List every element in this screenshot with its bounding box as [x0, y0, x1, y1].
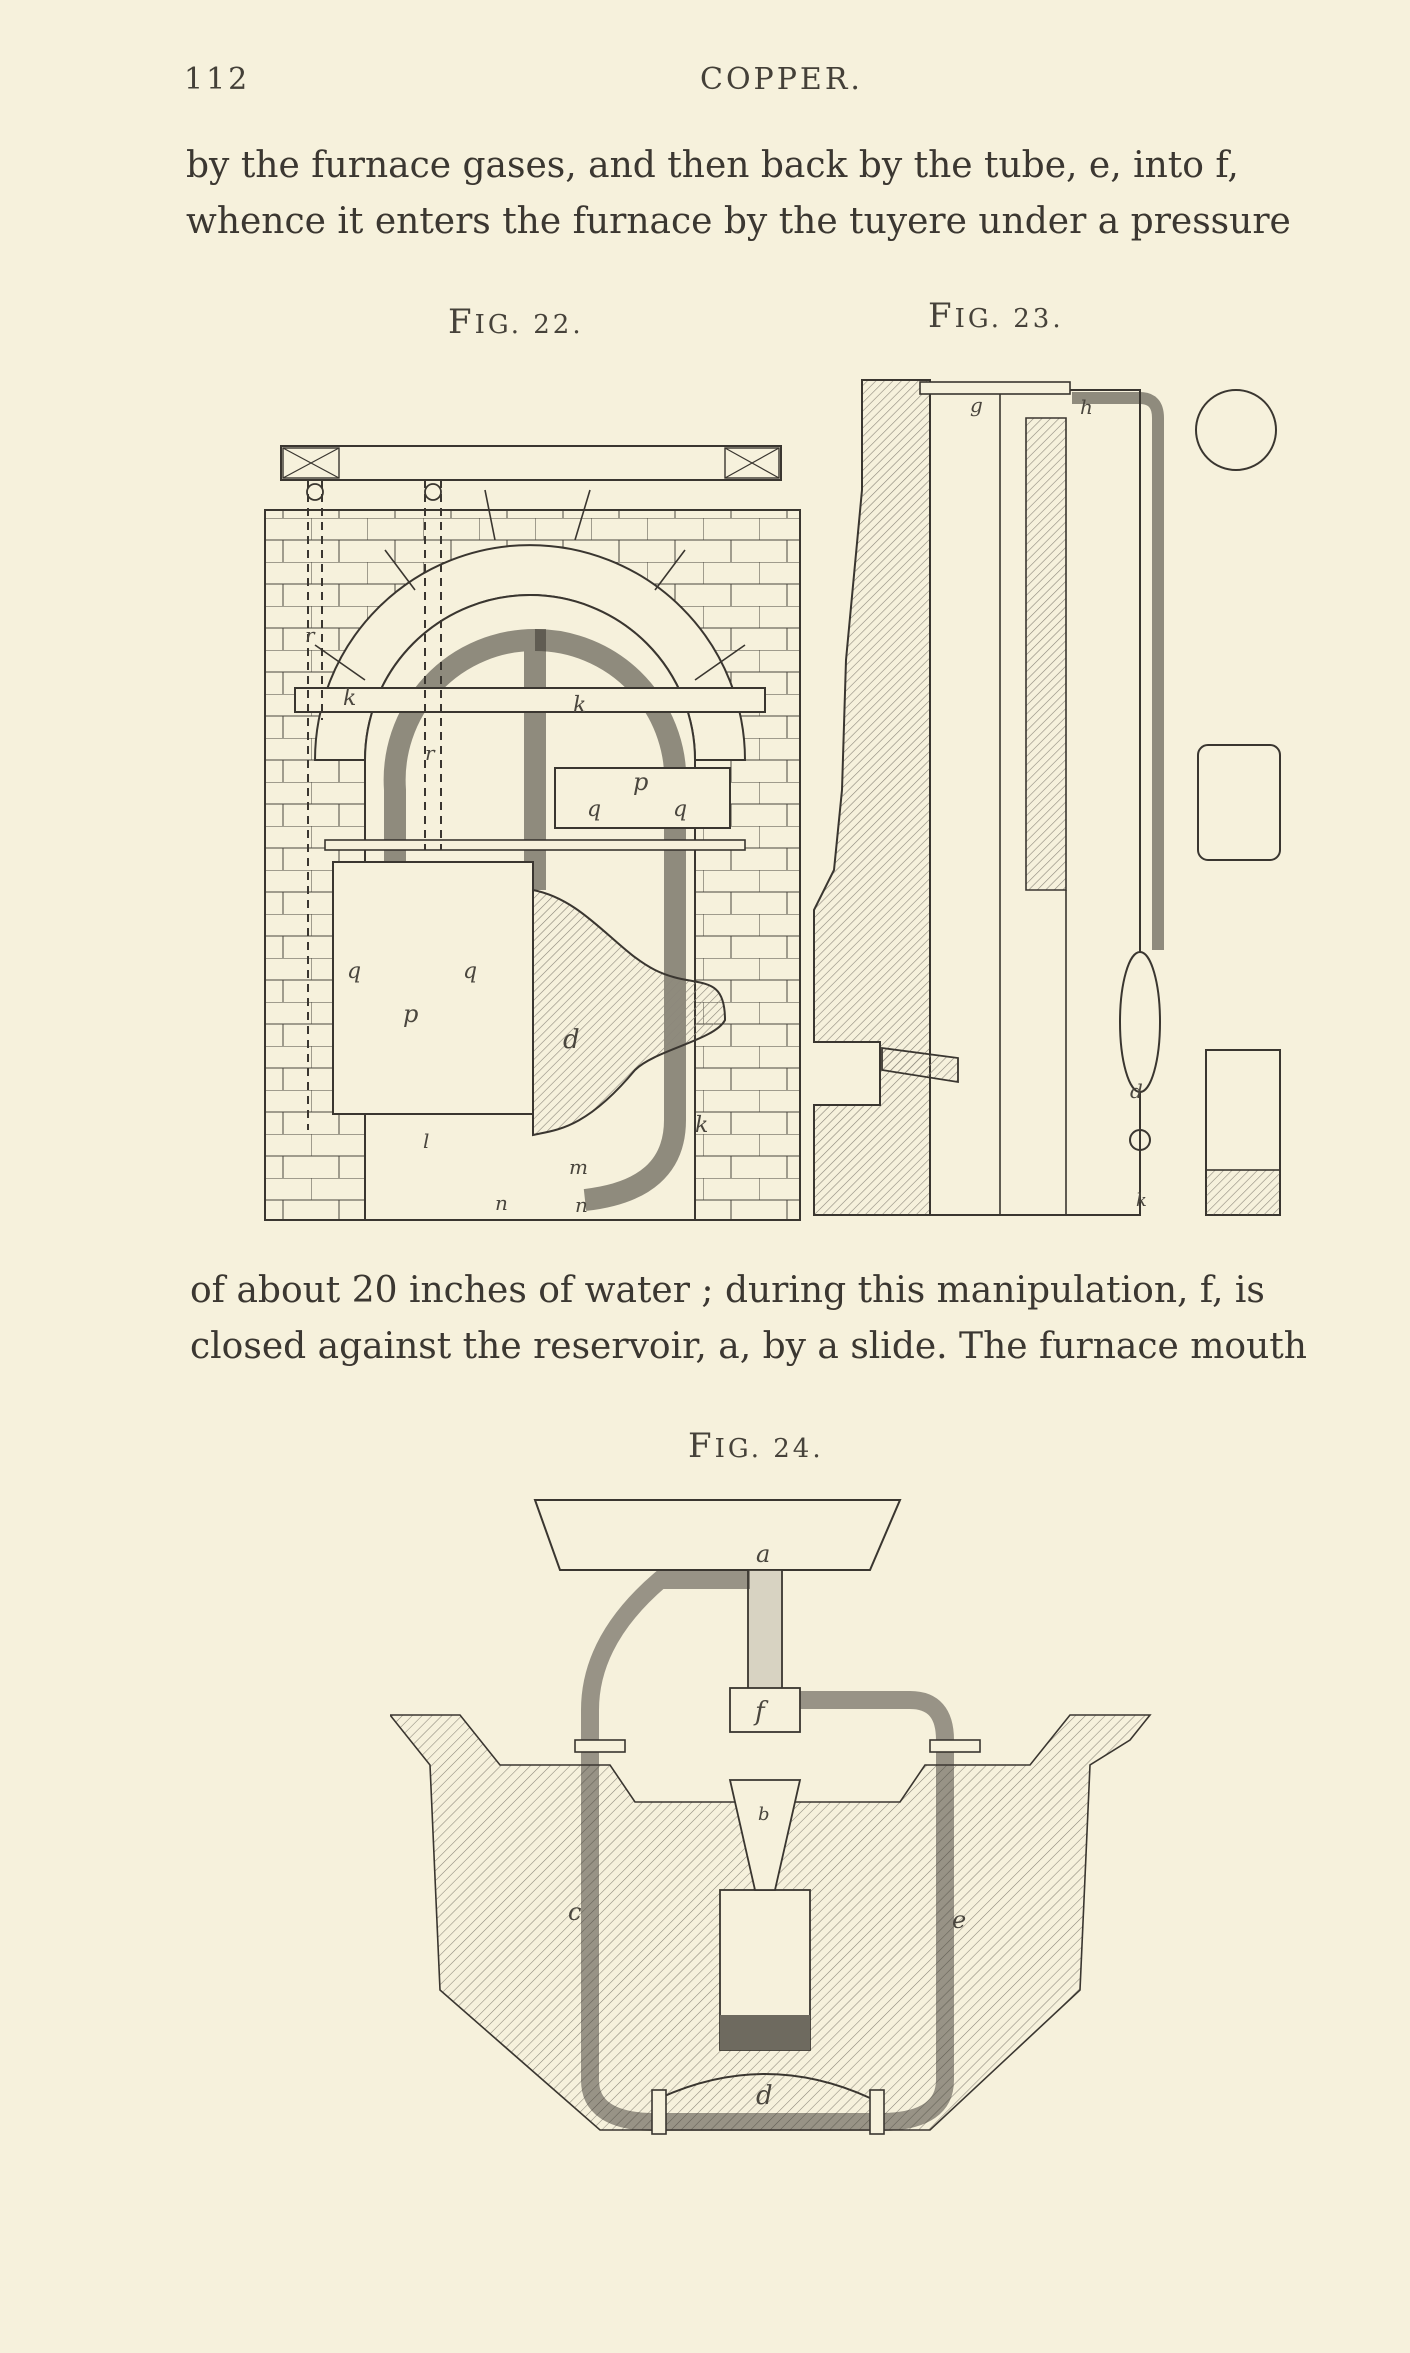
label-b: b: [758, 1804, 770, 1825]
label-q: q: [347, 959, 362, 984]
fig22-furnace-elevation: [255, 430, 805, 1225]
label-h: h: [1080, 395, 1093, 419]
text-line: closed against the reservoir, a, by a slide. The furnace mouth: [190, 1326, 1307, 1367]
label-c: c: [568, 1898, 582, 1926]
fig24-apparatus: [390, 1490, 1160, 2150]
label-e: e: [952, 1906, 967, 1934]
label-r: r: [425, 741, 435, 765]
label-p: p: [633, 768, 649, 796]
label-f: f: [755, 1697, 765, 1727]
text-line: whence it enters the furnace by the tuyere under a pressure: [186, 201, 1291, 242]
label-q: q: [673, 797, 688, 822]
fig23-furnace-section: [810, 370, 1290, 1220]
text-line: of about 20 inches of water ; during this manipulation, f, is: [190, 1270, 1265, 1311]
label-a: a: [756, 1540, 771, 1568]
label-n: n: [575, 1193, 588, 1217]
label-l: l: [423, 1129, 430, 1153]
fig23-caption: FIG. 23.: [928, 296, 1064, 336]
fig22-caption: FIG. 22.: [448, 302, 584, 342]
paragraph-top: [186, 138, 1336, 250]
label-q: q: [463, 959, 478, 984]
label-d: d: [756, 2081, 773, 2111]
running-title: COPPER.: [700, 62, 863, 97]
label-k: k: [695, 1113, 709, 1138]
label-g: g: [970, 393, 983, 417]
paragraph-middle: [190, 1263, 1340, 1375]
label-d: d: [563, 1025, 580, 1055]
label-k: k: [343, 686, 357, 711]
page-number: 112: [184, 62, 251, 97]
text-line: by the furnace gases, and then back by the tube, e, into f,: [186, 145, 1239, 186]
label-k: k: [573, 693, 587, 718]
label-d: d: [1130, 1079, 1143, 1103]
fig24-caption: FIG. 24.: [688, 1426, 824, 1466]
label-p: p: [403, 1000, 419, 1028]
label-r: r: [305, 623, 315, 647]
label-k: k: [1136, 1190, 1147, 1211]
label-m: m: [569, 1155, 588, 1179]
label-n: n: [495, 1191, 508, 1215]
label-q: q: [587, 797, 602, 822]
